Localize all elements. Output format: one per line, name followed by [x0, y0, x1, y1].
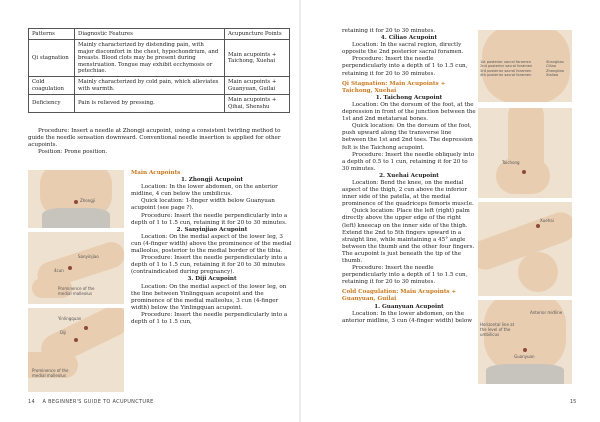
guanyuan-title: 1. Guanyuan Acupoint [374, 303, 444, 310]
zhongji-location: Location: In the lower abdomen, on the anterior midline, 4 cun below the umbilicus. [131, 184, 278, 198]
procedure-block [28, 128, 290, 156]
main-heading: Main Acupoints [131, 170, 181, 176]
zhongji-dot [74, 200, 78, 204]
table-row [29, 77, 290, 95]
label-malleolus-2: Prominence of the medial malleolus [32, 368, 69, 378]
label-sacral-foramina: 1st posterior sacral foramen 2nd posterior sacral foramen 3rd posterior sacral foramen 4th posterior sacral foramen [480, 60, 533, 78]
photo-sacrum [478, 30, 572, 102]
xuehai-location: Location: Bend the knee, on the medial aspect of the thigh, 2 cun above the inferior inner side of the patella, at the medial prominence of the quadriceps femoris muscle. [342, 179, 474, 208]
photo-foot-taichong [478, 108, 572, 198]
cell-pattern: Deficiency [29, 95, 75, 113]
ciliao-title: 4. Ciliao Acupoint [380, 35, 438, 42]
table-row [29, 40, 290, 77]
cell-features: Mainly characterized by cold pain, which alleviates with warmth. [75, 77, 225, 95]
photo-lower-leg-sanyinjiao [28, 232, 124, 304]
continued-text: retaining it for 20 to 30 minutes. [342, 28, 436, 34]
diji-procedure: Procedure: Insert the needle perpendicularly into a depth of 1 to 1.5 cun, [131, 311, 288, 325]
xuehai-dot [536, 224, 540, 228]
ciliao-procedure: Procedure: Insert the needle perpendicularly into a depth of 1 to 1.5 cun, retaining it for 20 to 30 minutes. [342, 56, 468, 77]
cell-pattern: Cold coagulation [29, 77, 75, 95]
sanyinjiao-location: Location: On the medial aspect of the lower leg, 3 cun (4-finger width) above the prominence of the medial malleolus, posterior to the medial border of the tibia. [131, 233, 292, 255]
photo-lower-leg-diji [28, 308, 124, 392]
xuehai-procedure: Procedure: Insert the needle perpendicularly into a depth of 1 to 1.5 cun, retaining it for 20 to 30 minutes. [342, 265, 468, 286]
sanyinjiao-procedure: Procedure: Insert the needle perpendicularly into a depth of 1 to 1.5 cun, retaining it for 20 to 30 minutes (contraindicated during pregnancy). [131, 255, 288, 276]
label-sanyinjiao: Sanyinjiao [78, 254, 99, 259]
sanyinjiao-dot [68, 266, 72, 270]
diagnosis-table [28, 28, 290, 113]
sanyinjiao-title: 2. Sanyinjiao Acupoint [176, 226, 248, 233]
label-umbilicus-line: Horizontal line at the level of the umbilicus [480, 322, 515, 337]
main-acupoints-column [131, 170, 293, 326]
photo-abdomen [28, 170, 124, 228]
table-header-row [29, 29, 290, 40]
diji-dot [74, 338, 78, 342]
footer-left [28, 399, 154, 405]
cell-points: Main acupoints + Qihai, Shenshu [225, 95, 290, 113]
xuehai-title: 2. Xuehai Acupoint [379, 172, 439, 179]
label-diji: Diji [60, 330, 67, 335]
zhongji-quick: Quick location: 1-finger width below Guanyuan acupoint (see page ?). [131, 198, 275, 212]
label-yinlingquan: Yinlingquan [58, 316, 82, 321]
label-xuehai: Xuehai [540, 218, 554, 223]
procedure-text: Procedure: Insert a needle at Zhongji acupoint, using a consistent twirling method to guide the needle sensation downward. Conventional needle insertion is applied for other acupoints. [28, 128, 281, 148]
label-guanyuan: Guanyuan [514, 354, 535, 359]
taichong-quick: Quick location: On the dorsum of the foot, push upward along the transverse line between the 1st and 2nd toes. The depression felt is the Taichong acupoint. [342, 123, 473, 151]
label-anterior-midline: Anterior midline [530, 310, 563, 315]
guanyuan-dot [523, 348, 527, 352]
taichong-location: Location: On the dorsum of the foot, at the depression in front of the junction between the 1st and 2nd metatarsal bones. [342, 101, 476, 123]
taichong-title: 1. Taichong Acupoint [375, 94, 443, 101]
guanyuan-location: Location: In the lower abdomen, on the anterior midline, 3 cun (4-finger width) below [342, 310, 473, 324]
cell-features: Pain is relieved by pressing. [75, 95, 225, 113]
position-text: Position: Prone position. [38, 149, 108, 155]
label-taichong: Taichong [502, 160, 520, 165]
label-zhongji: Zhongji [80, 198, 96, 203]
zhongji-procedure: Procedure: Insert the needle perpendicularly into a depth of 1 to 1.5 cun, retaining it for 20 to 30 minutes. [131, 212, 288, 226]
label-malleolus-1: Prominence of the medial malleolus [58, 286, 95, 296]
zhongji-title: 1. Zhongji Acupoint [181, 177, 243, 184]
diji-location: Location: On the medial aspect of the lower leg, on the line between Yinlingquan acupoint and the prominence of the medial malleolus, 3 cun (4-finger width) below the Yinlingquan acupoint. [131, 283, 287, 311]
header-features: Diagnostic Features [75, 29, 225, 40]
diji-title: 3. Diji Acupoint [187, 276, 237, 283]
table-row [29, 95, 290, 113]
cold-coagulation-heading: Cold Coagulation: Main Acupoints + Guanyuan, Guilai [342, 289, 457, 303]
xuehai-quick: Quick location: Place the left (right) palm directly above the upper edge of the right (left) kneecap on the inner side of the thigh. Extend the 2nd to 5th fingers upward in a straight line, while maintaining a 45° angle between the thumb and the other four fingers. The acupoint is just beneath the tip of the thumb. [342, 208, 475, 264]
page-number-right: 15 [570, 399, 577, 405]
taichong-procedure: Procedure: Insert the needle obliquely into a depth of 0.5 to 1 cun, retaining it for 20 to 30 minutes. [342, 151, 475, 172]
photo-abdomen-guanyuan [478, 300, 572, 384]
header-points: Acupuncture Points [225, 29, 290, 40]
cell-points: Main acupoints + Taichong, Xuehai [225, 40, 290, 77]
running-title: A BEGINNER'S GUIDE TO ACUPUNCTURE [42, 399, 154, 405]
cell-points: Main acupoints + Guanyuan, Guilai [225, 77, 290, 95]
header-patterns: Patterns [29, 29, 75, 40]
yinlingquan-dot [84, 326, 88, 330]
taichong-dot [522, 170, 526, 174]
ciliao-location: Location: In the sacral region, directly opposite the 2nd posterior sacral foramen. [342, 42, 464, 56]
gutter [299, 0, 301, 422]
label-4cun: 4cun [54, 268, 64, 273]
cell-features: Mainly characterized by distending pain, with major discomfort in the chest, hypochondrium, and breasts. Blood clots may be present during menstruation. Tongue may exhibit ecchymosis or petechiae. [75, 40, 225, 77]
qi-stagnation-heading: Qi Stagnation: Main Acupoints + Taichong, Xuehai [342, 80, 446, 94]
label-sacral-points: Shangliao Ciliao Zhongliao Xialiao [546, 60, 564, 78]
photo-thigh-xuehai [478, 202, 572, 296]
page-number-left: 14 [28, 399, 35, 405]
cell-pattern: Qi stagnation [29, 40, 75, 77]
right-text-column [342, 28, 476, 325]
